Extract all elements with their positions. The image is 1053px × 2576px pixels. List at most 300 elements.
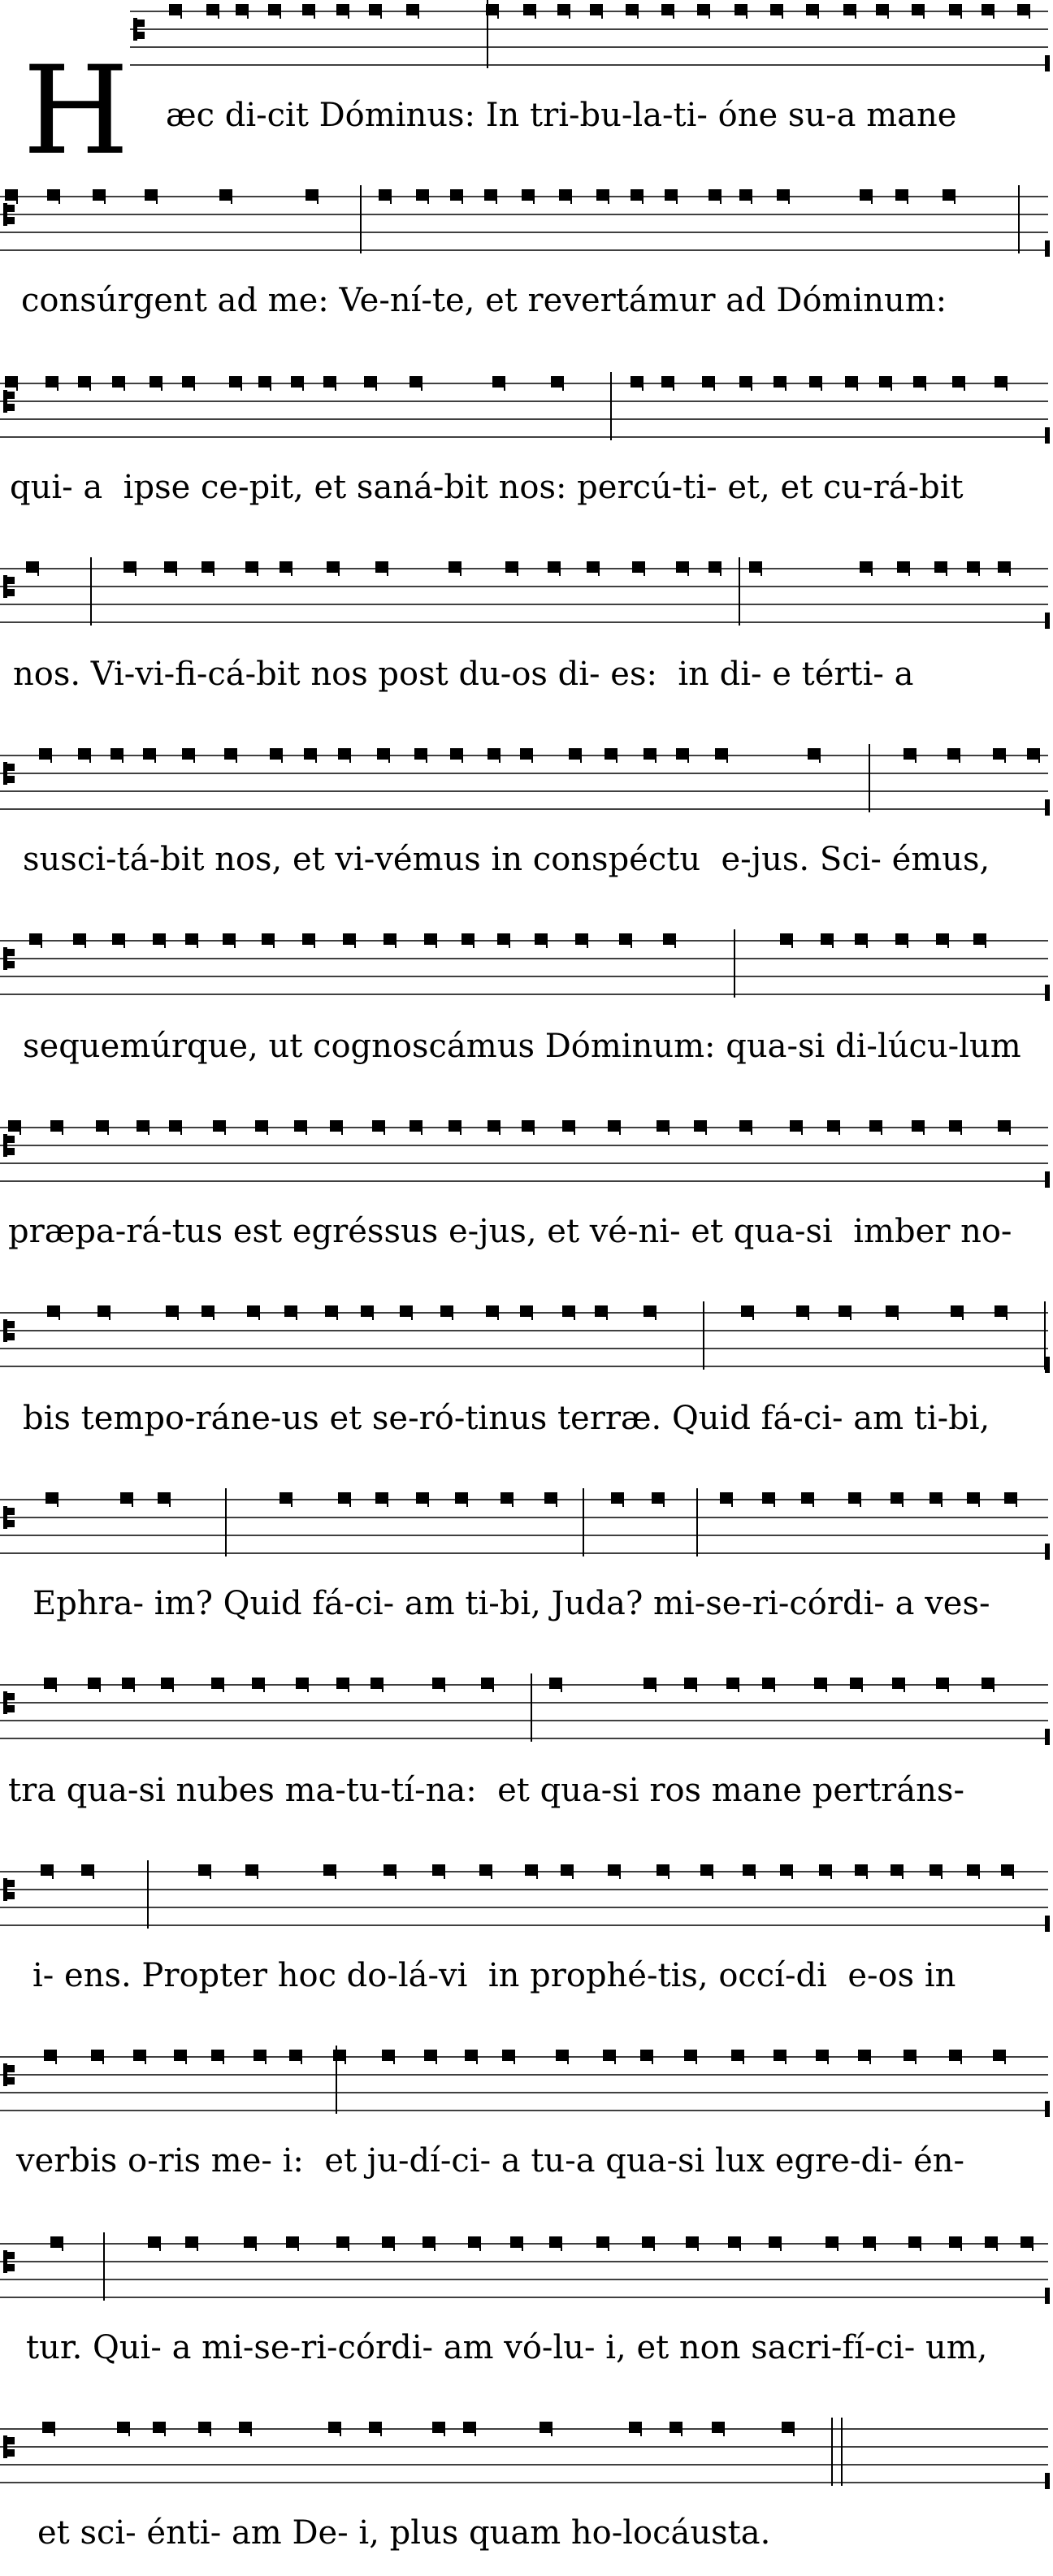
note-punctum	[29, 933, 42, 945]
note-stem	[817, 4, 819, 19]
clef-c-icon	[3, 947, 7, 970]
note-punctum	[780, 933, 793, 945]
note-stem	[668, 1864, 670, 1879]
note-punctum	[535, 933, 548, 945]
note-stem	[460, 561, 462, 576]
note-punctum	[608, 1864, 621, 1876]
note-punctum	[252, 1678, 265, 1689]
clef-c-icon	[7, 1520, 15, 1527]
note-stem	[380, 2422, 382, 2436]
clef-c-icon	[7, 1705, 15, 1712]
note-stem	[466, 1492, 468, 1507]
note-punctum	[153, 2422, 166, 2433]
note-stem	[533, 189, 535, 204]
note-stem	[676, 189, 678, 204]
note-stem	[193, 748, 195, 763]
note-stem	[866, 933, 868, 948]
note-stem	[395, 933, 396, 948]
note-punctum	[769, 2236, 782, 2248]
note-stem	[522, 2236, 523, 2251]
note-stem	[213, 1305, 214, 1320]
clef-c-icon	[7, 961, 15, 968]
note-punctum	[630, 189, 644, 201]
note-punctum	[860, 561, 873, 573]
note-punctum	[936, 1678, 949, 1689]
note-punctum	[739, 1120, 752, 1132]
note-stem	[55, 1678, 57, 1692]
note-stem	[499, 1120, 500, 1135]
note-punctum	[302, 4, 315, 15]
note-punctum	[985, 2236, 998, 2248]
note-punctum	[676, 748, 689, 760]
note-stem	[960, 1120, 962, 1135]
note-punctum	[562, 1305, 575, 1317]
note-stem	[302, 376, 304, 391]
note-stem	[1006, 1305, 1008, 1320]
note-punctum	[291, 376, 304, 387]
note-stem	[687, 748, 689, 763]
note-stem	[20, 1120, 21, 1135]
note-stem	[176, 561, 177, 576]
note-stem	[52, 1864, 54, 1879]
note-stem	[941, 1492, 942, 1507]
note-punctum	[117, 2422, 130, 2433]
note-stem	[902, 1492, 904, 1507]
note-stem	[907, 933, 908, 948]
note-stem	[338, 561, 340, 576]
clef-c-icon	[7, 1148, 15, 1155]
note-punctum	[557, 4, 570, 15]
note-punctum	[596, 189, 609, 201]
lyric-line: æc di-cit Dóminus: In tri-bu-la-ti- óne su-a mane	[166, 97, 957, 134]
clef-c-icon	[7, 404, 15, 411]
note-punctum	[684, 1678, 697, 1689]
custos-icon	[1045, 613, 1050, 629]
note-punctum	[523, 4, 536, 15]
note-punctum	[665, 189, 678, 201]
note-punctum	[762, 1678, 775, 1689]
note-punctum	[455, 1492, 468, 1504]
note-stem	[947, 933, 949, 948]
note-punctum	[382, 2050, 395, 2061]
lyric-line: tur. Qui- a mi-se-ri-córdi- am vó-lu- i, et non sacri-fí-ci- um,	[26, 2329, 988, 2366]
note-stem	[869, 2050, 871, 2064]
note-punctum	[855, 1864, 868, 1876]
note-punctum	[96, 1120, 109, 1132]
note-punctum	[306, 189, 318, 201]
note-punctum	[463, 2422, 476, 2433]
note-stem	[608, 2236, 609, 2251]
custos-icon	[1045, 2288, 1050, 2304]
note-stem	[314, 933, 315, 948]
note-punctum	[202, 561, 214, 573]
note-punctum	[262, 933, 275, 945]
note-punctum	[930, 1492, 942, 1504]
note-punctum	[806, 4, 819, 15]
note-stem	[185, 2050, 187, 2064]
note-punctum	[739, 376, 752, 387]
note-stem	[993, 1678, 994, 1692]
clef-c-icon	[3, 390, 7, 413]
note-punctum	[182, 376, 195, 387]
note-stem	[782, 4, 783, 19]
note-stem	[619, 1864, 621, 1879]
note-punctum	[930, 1864, 942, 1876]
note-punctum	[982, 4, 994, 15]
note-punctum	[245, 1864, 258, 1876]
note-stem	[726, 748, 728, 763]
note-punctum	[845, 376, 858, 387]
note-punctum	[890, 1864, 904, 1876]
note-stem	[193, 376, 195, 391]
note-stem	[925, 376, 926, 391]
note-punctum	[670, 2422, 682, 2433]
note-stem	[93, 1864, 94, 1879]
note-stem	[1032, 2236, 1034, 2251]
note-punctum	[561, 1864, 574, 1876]
note-stem	[947, 1678, 949, 1692]
note-stem	[89, 376, 91, 391]
note-stem	[946, 561, 947, 576]
note-stem	[533, 1120, 535, 1135]
note-stem	[739, 2236, 741, 2251]
note-stem	[348, 2236, 349, 2251]
note-punctum	[632, 561, 645, 573]
note-stem	[871, 189, 873, 204]
note-stem	[531, 748, 533, 763]
note-punctum	[328, 2422, 341, 2433]
note-stem	[210, 2422, 211, 2436]
custos-icon	[1045, 1729, 1050, 1745]
note-stem	[850, 1305, 852, 1320]
note-stem	[273, 933, 275, 948]
note-stem	[915, 748, 916, 763]
note-punctum	[338, 1492, 351, 1504]
note-stem	[517, 561, 518, 576]
note-punctum	[892, 1678, 905, 1689]
note-punctum	[652, 1492, 665, 1504]
note-stem	[436, 2050, 437, 2064]
clef-c-icon	[7, 949, 15, 956]
note-punctum	[88, 1678, 101, 1689]
note-punctum	[136, 1120, 150, 1132]
note-stem	[236, 748, 237, 763]
note-punctum	[120, 1492, 133, 1504]
note-punctum	[202, 1305, 214, 1317]
note-punctum	[642, 2236, 655, 2248]
note-punctum	[544, 1492, 557, 1504]
note-stem	[923, 4, 925, 19]
note-punctum	[998, 561, 1011, 573]
note-stem	[497, 4, 499, 19]
note-stem	[832, 933, 834, 948]
note-punctum	[304, 748, 317, 760]
note-punctum	[486, 1305, 499, 1317]
note-punctum	[967, 1492, 980, 1504]
note-punctum	[702, 376, 715, 387]
note-stem	[720, 189, 722, 204]
note-punctum	[656, 1864, 670, 1876]
note-punctum	[169, 4, 182, 15]
clef-c-icon	[7, 2264, 15, 2271]
note-punctum	[656, 1120, 670, 1132]
note-punctum	[949, 2050, 962, 2061]
note-stem	[674, 933, 676, 948]
note-stem	[985, 933, 986, 948]
clef-c-icon	[3, 2435, 7, 2458]
note-punctum	[198, 2422, 211, 2433]
note-punctum	[424, 933, 437, 945]
note-stem	[57, 1492, 58, 1507]
note-punctum	[465, 2050, 478, 2061]
note-punctum	[47, 1305, 60, 1317]
note-stem	[197, 2236, 198, 2251]
clef-c-icon	[7, 217, 15, 224]
custos-icon	[1045, 1543, 1050, 1560]
clef-c-icon	[3, 1319, 7, 1342]
note-punctum	[245, 561, 258, 573]
note-stem	[630, 933, 632, 948]
note-punctum	[967, 561, 980, 573]
note-punctum	[213, 1120, 226, 1132]
note-punctum	[876, 4, 889, 15]
note-punctum	[46, 1492, 58, 1504]
note-stem	[556, 1492, 557, 1507]
note-punctum	[450, 189, 463, 201]
note-stem	[754, 1864, 756, 1879]
clef-c-icon	[7, 1892, 15, 1899]
note-punctum	[377, 748, 390, 760]
note-stem	[247, 4, 249, 19]
note-punctum	[908, 2236, 921, 2248]
note-punctum	[949, 1120, 962, 1132]
note-stem	[514, 2050, 515, 2064]
lyric-line: Ephra- im? Quid fá-ci- am ti-bi, Juda? mi-se-ri-córdi- a ves-	[32, 1585, 990, 1622]
note-punctum	[361, 1305, 374, 1317]
note-punctum	[694, 1120, 707, 1132]
note-stem	[218, 4, 219, 19]
custos-icon	[1045, 1171, 1050, 1188]
note-stem	[866, 1864, 868, 1879]
note-punctum	[500, 1492, 514, 1504]
note-punctum	[50, 1120, 63, 1132]
note-punctum	[223, 933, 236, 945]
note-punctum	[44, 2050, 57, 2061]
note-stem	[791, 1864, 793, 1879]
note-stem	[390, 189, 392, 204]
note-punctum	[336, 4, 349, 15]
note-punctum	[663, 933, 676, 945]
note-punctum	[904, 748, 916, 760]
note-punctum	[384, 933, 396, 945]
note-punctum	[379, 189, 392, 201]
note-stem	[258, 1305, 260, 1320]
note-punctum	[479, 1864, 492, 1876]
note-punctum	[39, 748, 52, 760]
note-punctum	[895, 189, 908, 201]
note-punctum	[333, 2050, 346, 2061]
note-stem	[122, 748, 124, 763]
note-punctum	[749, 561, 762, 573]
note-stem	[375, 376, 377, 391]
note-stem	[504, 376, 505, 391]
note-punctum	[838, 1305, 852, 1317]
note-punctum	[843, 4, 856, 15]
note-stem	[720, 561, 722, 576]
note-punctum	[697, 4, 710, 15]
note-punctum	[112, 933, 125, 945]
note-stem	[382, 1678, 384, 1692]
note-stem	[827, 2050, 829, 2064]
note-stem	[213, 561, 214, 576]
note-stem	[306, 1120, 307, 1135]
note-punctum	[1017, 4, 1030, 15]
note-punctum	[715, 748, 728, 760]
note-punctum	[816, 2050, 829, 2061]
note-punctum	[406, 4, 419, 15]
clef-c-icon	[7, 1693, 15, 1700]
note-stem	[655, 1678, 656, 1692]
note-stem	[234, 933, 236, 948]
note-punctum	[112, 376, 125, 387]
note-punctum	[684, 2050, 697, 2061]
note-stem	[62, 2236, 63, 2251]
note-stem	[752, 1305, 754, 1320]
note-stem	[255, 2236, 257, 2251]
note-stem	[960, 2050, 962, 2064]
note-punctum	[492, 376, 505, 387]
note-stem	[861, 1678, 863, 1692]
note-stem	[760, 561, 762, 576]
note-punctum	[879, 376, 892, 387]
note-punctum	[525, 1864, 538, 1876]
note-stem	[84, 933, 86, 948]
note-punctum	[236, 4, 249, 15]
note-stem	[668, 1120, 670, 1135]
note-stem	[655, 748, 656, 763]
note-punctum	[5, 376, 18, 387]
note-punctum	[640, 2050, 653, 2061]
note-stem	[499, 748, 500, 763]
note-stem	[349, 748, 351, 763]
note-punctum	[432, 1864, 445, 1876]
clef-c-icon	[7, 392, 15, 399]
note-punctum	[488, 1120, 500, 1132]
note-stem	[904, 1678, 905, 1692]
note-punctum	[549, 1678, 562, 1689]
note-punctum	[708, 561, 722, 573]
note-punctum	[78, 748, 91, 760]
note-punctum	[148, 2236, 161, 2248]
note-punctum	[540, 2422, 552, 2433]
note-stem	[497, 1305, 499, 1320]
note-punctum	[801, 1492, 814, 1504]
note-stem	[705, 1120, 707, 1135]
note-punctum	[143, 748, 156, 760]
note-punctum	[994, 1305, 1008, 1317]
note-stem	[751, 189, 752, 204]
note-stem	[99, 1678, 101, 1692]
note-stem	[738, 1678, 739, 1692]
note-punctum	[734, 4, 748, 15]
note-punctum	[416, 1492, 429, 1504]
note-stem	[395, 1864, 396, 1879]
note-stem	[133, 1678, 135, 1692]
note-stem	[315, 748, 317, 763]
note-stem	[336, 1305, 338, 1320]
note-stem	[462, 748, 463, 763]
note-punctum	[327, 561, 340, 573]
note-stem	[372, 1305, 374, 1320]
note-stem	[723, 2422, 725, 2436]
note-stem	[344, 2050, 346, 2064]
note-stem	[89, 748, 91, 763]
lyric-line: præpa-rá-tus est egréssus e-jus, et vé-ni- et qua-si imber no-	[8, 1213, 1012, 1250]
note-stem	[197, 933, 198, 948]
clef-c-icon	[7, 1333, 15, 1340]
note-stem	[270, 376, 271, 391]
note-stem	[58, 189, 60, 204]
note-punctum	[782, 2422, 795, 2433]
note-stem	[512, 1492, 514, 1507]
note-punctum	[777, 189, 790, 201]
note-punctum	[860, 189, 873, 201]
custos-icon	[1045, 1916, 1050, 1932]
note-punctum	[502, 2050, 515, 2061]
note-stem	[743, 2050, 744, 2064]
note-punctum	[505, 561, 518, 573]
note-punctum	[743, 1864, 756, 1876]
note-stem	[265, 2050, 266, 2064]
note-stem	[1012, 1864, 1014, 1879]
lyric-line: susci-tá-bit nos, et vi-vémus in conspéctu e-jus. Sci- émus,	[23, 841, 990, 878]
note-punctum	[169, 1120, 182, 1132]
note-punctum	[575, 933, 588, 945]
note-stem	[16, 376, 18, 391]
note-punctum	[562, 1120, 575, 1132]
note-stem	[860, 1492, 861, 1507]
note-punctum	[382, 2236, 395, 2248]
note-punctum	[369, 2422, 382, 2433]
note-punctum	[286, 2236, 299, 2248]
note-punctum	[819, 1864, 832, 1876]
note-stem	[124, 933, 125, 948]
note-stem	[509, 933, 510, 948]
note-stem	[317, 189, 318, 204]
note-punctum	[848, 1492, 861, 1504]
note-stem	[354, 933, 356, 948]
note-stem	[224, 1120, 226, 1135]
note-stem	[426, 748, 427, 763]
note-stem	[673, 376, 674, 391]
note-punctum	[520, 1305, 533, 1317]
note-stem	[941, 1864, 942, 1879]
note-stem	[388, 748, 390, 763]
note-punctum	[569, 748, 582, 760]
note-punctum	[790, 1120, 803, 1132]
note-punctum	[26, 561, 39, 573]
note-punctum	[46, 376, 58, 387]
note-stem	[570, 189, 572, 204]
note-stem	[993, 4, 994, 19]
note-stem	[561, 1678, 562, 1692]
note-punctum	[548, 561, 561, 573]
note-stem	[708, 4, 710, 19]
note-punctum	[93, 189, 106, 201]
clef-c-icon	[3, 575, 7, 598]
note-stem	[210, 1864, 211, 1879]
note-stem	[444, 1678, 445, 1692]
